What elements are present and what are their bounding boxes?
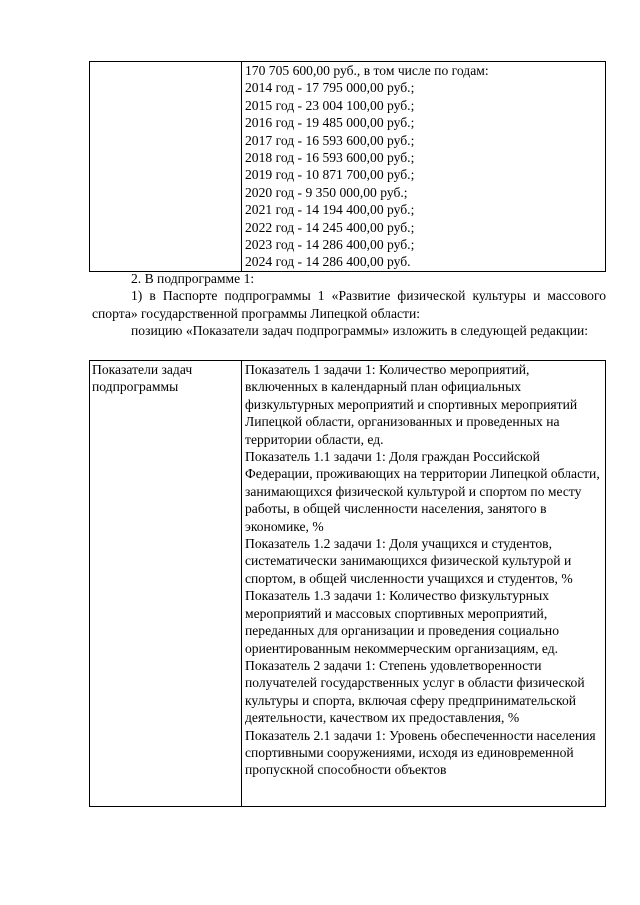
funding-line: 2019 год - 10 871 700,00 руб.; xyxy=(245,167,415,183)
indicator-item: Показатель 1.1 задачи 1: Доля граждан Российской Федерации, проживающих на территории Липецкой области, занимающихся физической культурой и спортом по месту работы, в общей численности населения, занятого в экономике, % xyxy=(245,449,600,534)
indicator-item: Показатель 1 задачи 1: Количество мероприятий, включенных в календарный план официальных физкультурных мероприятий и спортивных мероприятий Липецкой области, организованных и проведенных на территории области, ед. xyxy=(245,362,578,447)
indicator-item: Показатель 2.1 задачи 1: Уровень обеспеченности населения спортивными сооружениями, исходя из единовременной пропускной способности объектов xyxy=(245,727,596,778)
indicator-item: Показатель 2 задачи 1: Степень удовлетворенности получателей государственных услуг в области физической культуры и спорта, включая сферу предпринимательской деятельности, качеством их предоставления, % xyxy=(245,657,585,726)
funding-line: 2014 год - 17 795 000,00 руб.; xyxy=(245,80,415,96)
indicators-cell xyxy=(242,361,606,807)
indicator-item: Показатель 1.3 задачи 1: Количество физкультурных мероприятий и массовых спортивных мероприятий, переданных для организации и проведения социально ориентированным некоммерческим организациям, ед. xyxy=(245,588,559,656)
table-row xyxy=(90,62,606,272)
funding-values-cell xyxy=(242,62,606,272)
body-text xyxy=(92,270,606,340)
funding-line: 2023 год - 14 286 400,00 руб.; xyxy=(245,237,415,253)
table-cell-label: Показатели задач подпрограммы xyxy=(90,361,242,807)
funding-line: 2022 год - 14 245 400,00 руб.; xyxy=(245,219,415,235)
table-cell-label xyxy=(90,62,242,272)
paragraph: 1) в Паспорте подпрограммы 1 «Развитие физической культуры и массового спорта» государственной программы Липецкой области: xyxy=(92,288,606,321)
funding-line: 2020 год - 9 350 000,00 руб.; xyxy=(245,184,408,200)
funding-line: 2018 год - 16 593 600,00 руб.; xyxy=(245,150,415,166)
funding-line: 2021 год - 14 194 400,00 руб.; xyxy=(245,202,415,218)
section-heading: 2. В подпрограмме 1: xyxy=(131,271,255,286)
table-row xyxy=(90,361,606,807)
funding-line: 2024 год - 14 286 400,00 руб. xyxy=(245,254,411,270)
funding-line: 2015 год - 23 004 100,00 руб.; xyxy=(245,97,415,113)
funding-line: 2017 год - 16 593 600,00 руб.; xyxy=(245,132,415,148)
indicators-table xyxy=(89,360,606,807)
funding-table xyxy=(89,61,606,272)
indicator-item: Показатель 1.2 задачи 1: Доля учащихся и студентов, систематически занимающихся физической культурой и спортом, в общей численности учащихся и студентов, % xyxy=(245,536,573,586)
paragraph: позицию «Показатели задач подпрограммы» изложить в следующей редакции: xyxy=(131,323,589,339)
funding-line: 2016 год - 19 485 000,00 руб.; xyxy=(245,115,415,131)
funding-line: 170 705 600,00 руб., в том числе по годам: xyxy=(245,63,489,78)
